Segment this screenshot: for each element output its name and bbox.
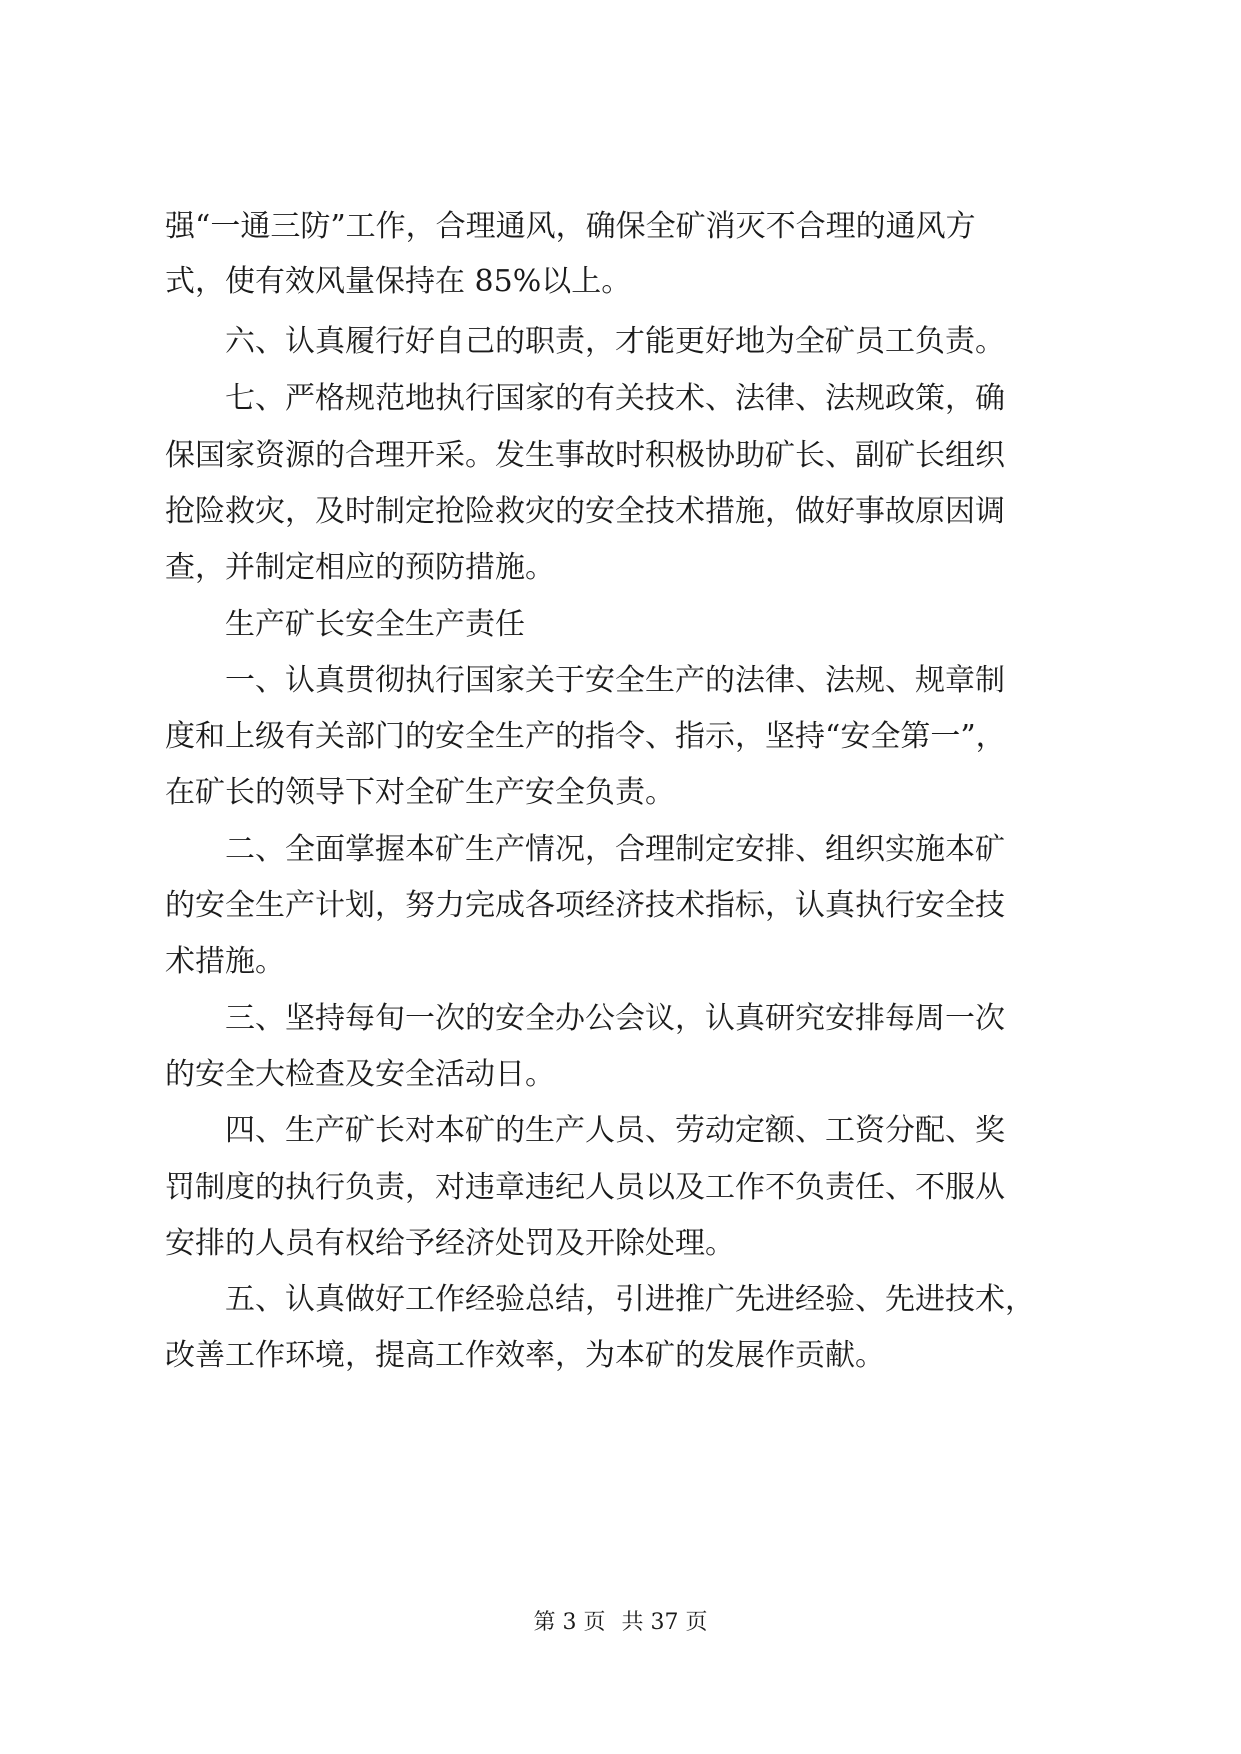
paragraph-line: 罚制度的执行负责，对违章违纪人员以及工作不负责任、不服从 [165, 1170, 1005, 1205]
paragraph-line: 安排的人员有权给予经济处罚及开除处理。 [165, 1226, 735, 1261]
paragraph-line: 五、认真做好工作经验总结，引进推广先进经验、先进技术， [225, 1282, 1035, 1317]
paragraph-line: 二、全面掌握本矿生产情况，合理制定安排、组织实施本矿 [225, 832, 1005, 867]
paragraph-line: 改善工作环境，提高工作效率，为本矿的发展作贡献。 [165, 1338, 885, 1373]
paragraph-line: 强“一通三防”工作，合理通风，确保全矿消灭不合理的通风方 [165, 209, 976, 244]
total-pages: 共 37 页 [621, 1610, 708, 1635]
page-footer [0, 1608, 1241, 1638]
paragraph-line: 保国家资源的合理开采。发生事故时积极协助矿长、副矿长组织 [165, 438, 1005, 473]
paragraph-line: 的安全大检查及安全活动日。 [165, 1057, 555, 1092]
paragraph-line: 六、认真履行好自己的职责，才能更好地为全矿员工负责。 [225, 324, 1005, 359]
paragraph-line: 术措施。 [165, 944, 285, 979]
paragraph-line: 四、生产矿长对本矿的生产人员、劳动定额、工资分配、奖 [225, 1113, 1005, 1148]
paragraph-line: 式，使有效风量保持在 85%以上。 [165, 264, 632, 299]
paragraph-line: 七、严格规范地执行国家的有关技术、法律、法规政策，确 [225, 381, 1005, 416]
paragraph-line: 查，并制定相应的预防措施。 [165, 550, 555, 585]
paragraph-line: 的安全生产计划，努力完成各项经济技术指标，认真执行安全技 [165, 888, 1005, 923]
paragraph-line: 度和上级有关部门的安全生产的指令、指示，坚持“安全第一”， [165, 719, 1006, 754]
paragraph-line: 一、认真贯彻执行国家关于安全生产的法律、法规、规章制 [225, 663, 1005, 698]
page-number: 第 3 页 [533, 1610, 606, 1635]
paragraph-line: 抢险救灾，及时制定抢险救灾的安全技术措施，做好事故原因调 [165, 494, 1005, 529]
paragraph-line: 三、坚持每旬一次的安全办公会议，认真研究安排每周一次 [225, 1001, 1005, 1036]
paragraph-line: 在矿长的领导下对全矿生产安全负责。 [165, 775, 675, 810]
section-heading: 生产矿长安全生产责任 [225, 607, 525, 642]
